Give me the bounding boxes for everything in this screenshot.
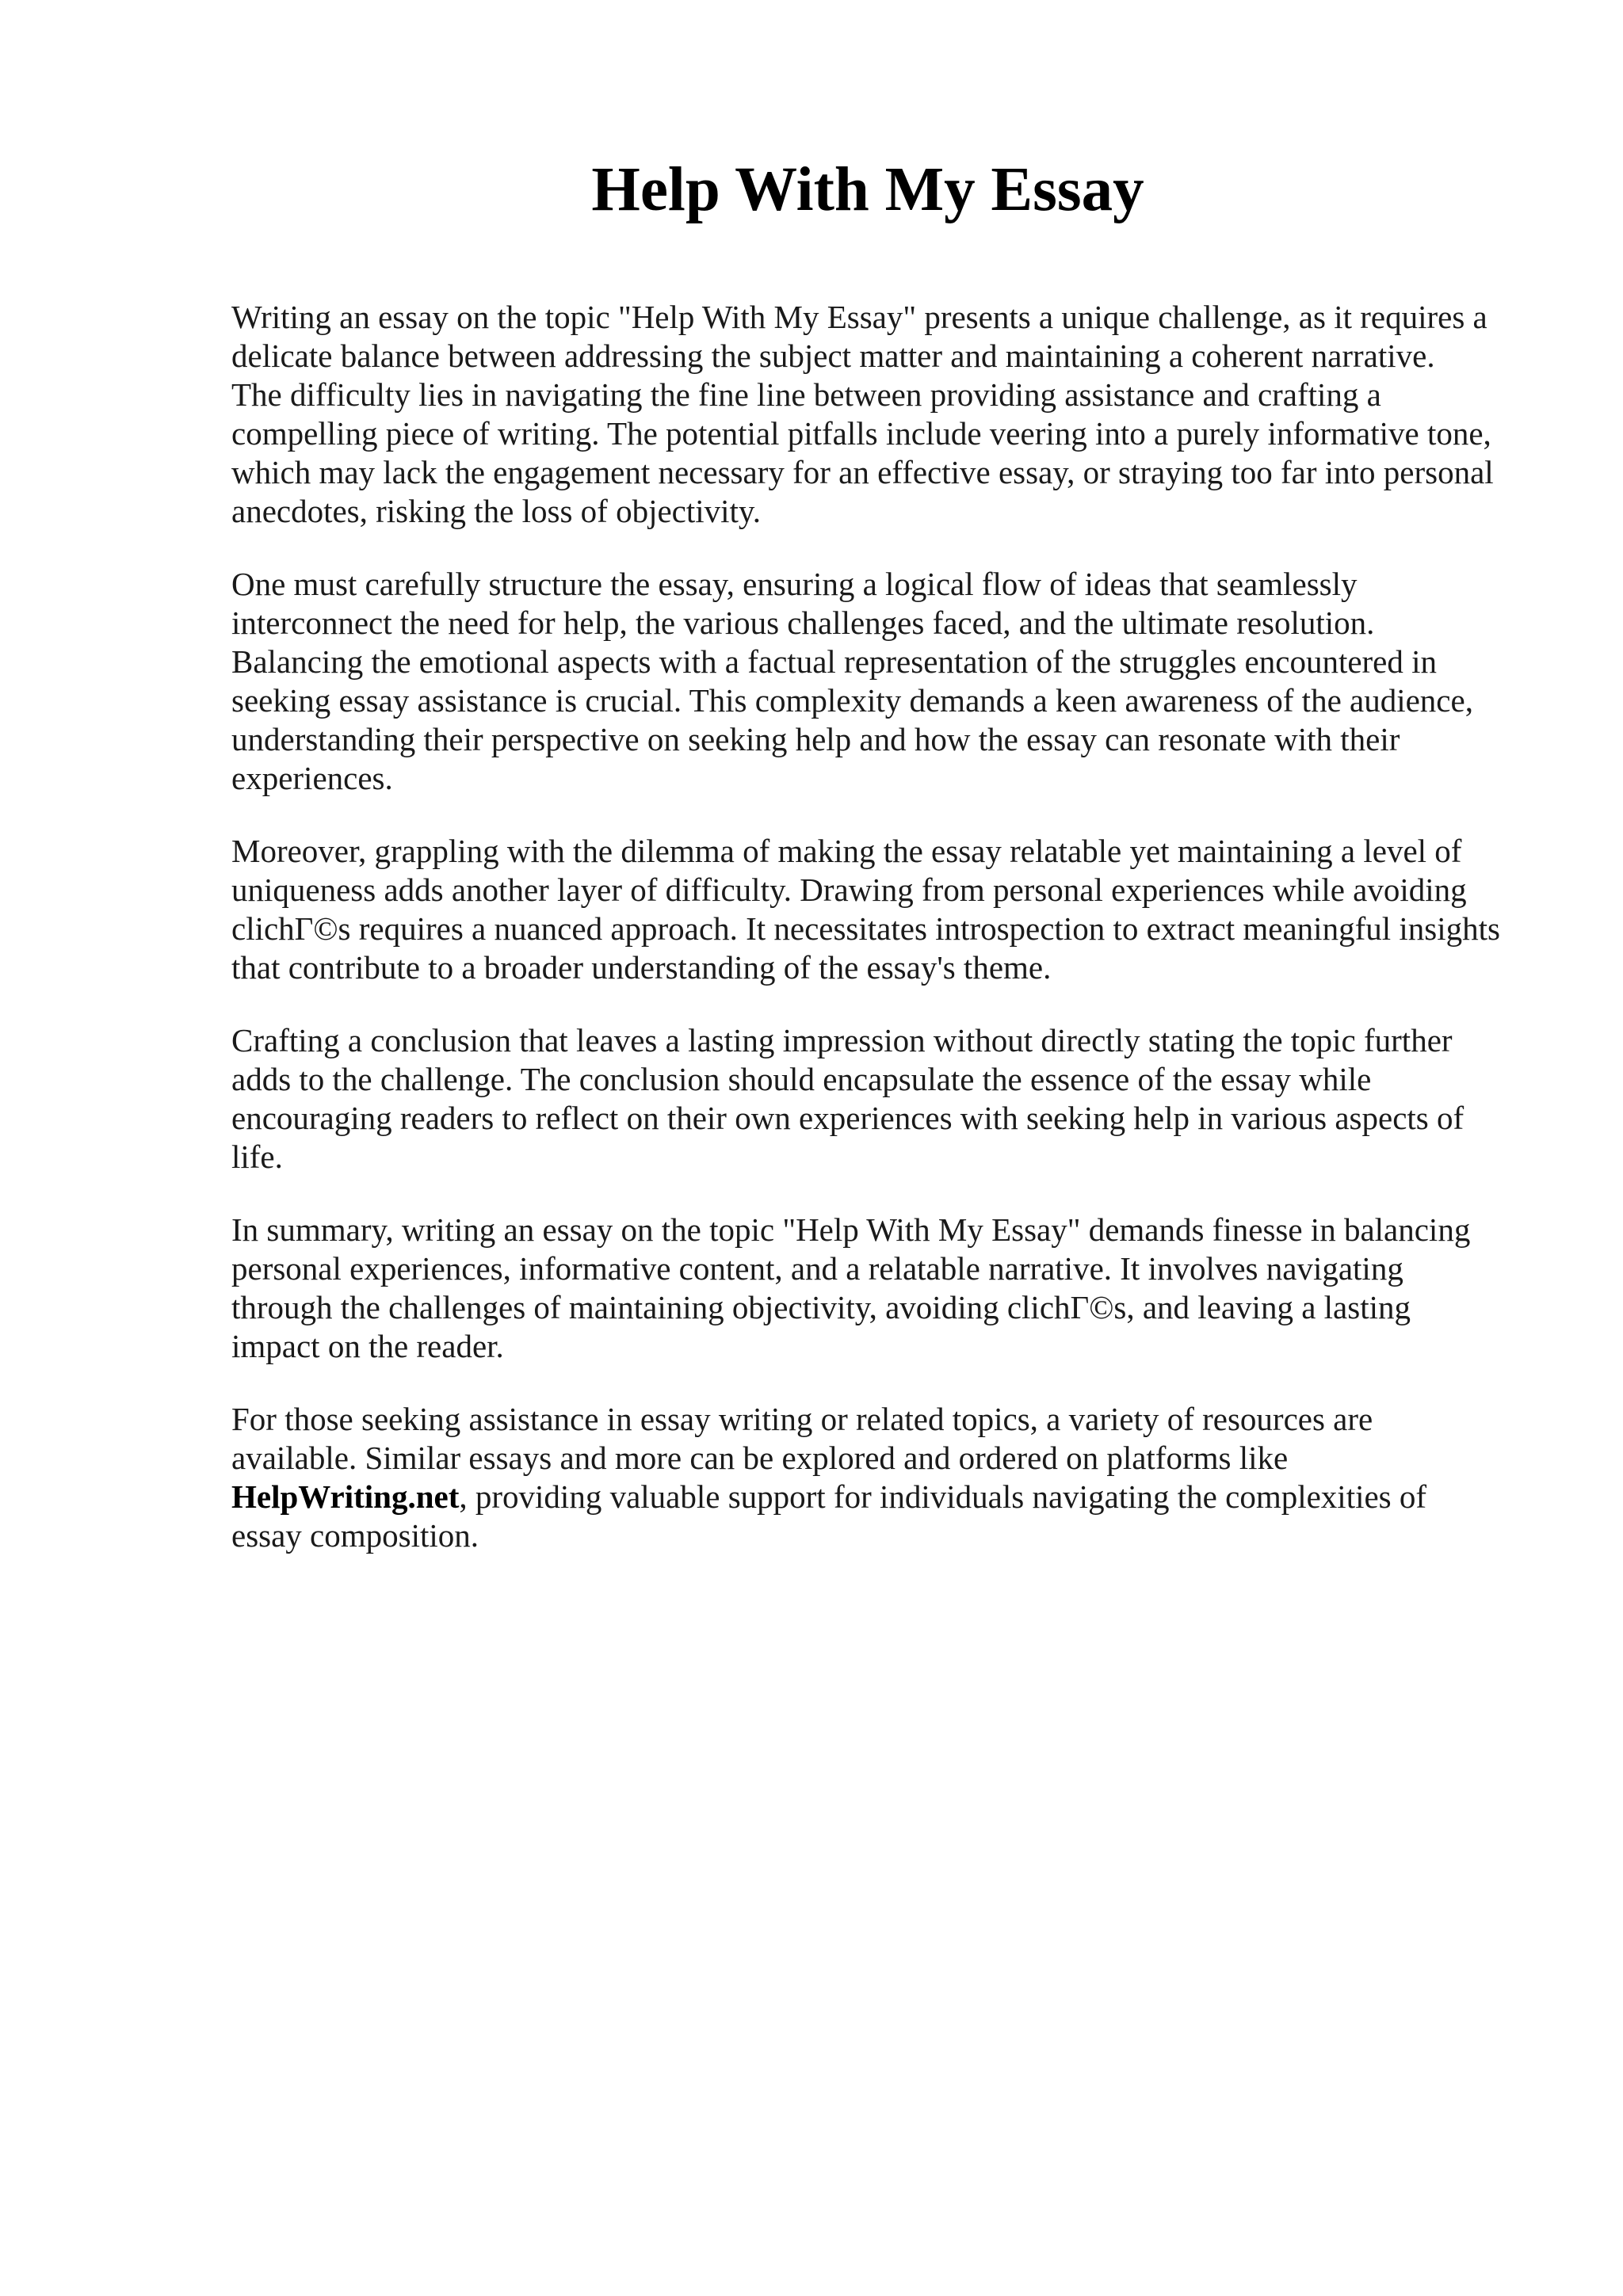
text-line: compelling piece of writing. The potential pitfalls include veering into a purely informative tone, <box>231 415 1491 452</box>
text-line: anecdotes, risking the loss of objectivity. <box>231 493 762 529</box>
paragraph-4 <box>231 1021 1531 1177</box>
text-line: One must carefully structure the essay, ensuring a logical flow of ideas that seamlessly <box>231 566 1358 602</box>
text-line: personal experiences, informative content, and a relatable narrative. It involves navigating <box>231 1250 1403 1287</box>
text-line: seeking essay assistance is crucial. This complexity demands a keen awareness of the audience, <box>231 682 1473 719</box>
text-line: delicate balance between addressing the subject matter and maintaining a coherent narrative. <box>231 338 1435 374</box>
text-line: Writing an essay on the topic "Help With My Essay" presents a unique challenge, as it requires a <box>231 299 1487 335</box>
paragraph-5 <box>231 1211 1531 1366</box>
text-line: , providing valuable support for individuals navigating the complexities of <box>459 1478 1427 1515</box>
text-line: Moreover, grappling with the dilemma of making the essay relatable yet maintaining a level of <box>231 833 1462 869</box>
text-line: For those seeking assistance in essay writing or related topics, a variety of resources are <box>231 1401 1373 1437</box>
text-line: impact on the reader. <box>231 1328 504 1364</box>
paragraph-6 <box>231 1400 1531 1555</box>
text-line: In summary, writing an essay on the topic "Help With My Essay" demands finesse in balancing <box>231 1211 1471 1248</box>
text-line: Crafting a conclusion that leaves a lasting impression without directly stating the topic further <box>231 1022 1453 1058</box>
brand-name: HelpWriting.net <box>231 1478 460 1515</box>
text-line: encouraging readers to reflect on their own experiences with seeking help in various aspects of <box>231 1100 1465 1136</box>
text-line: that contribute to a broader understanding of the essay's theme. <box>231 949 1052 986</box>
document-title: Help With My Essay <box>591 155 1144 224</box>
text-line: interconnect the need for help, the various challenges faced, and the ultimate resolution. <box>231 605 1375 641</box>
text-line: which may lack the engagement necessary for an effective essay, or straying too far into personal <box>231 454 1494 490</box>
text-line: adds to the challenge. The conclusion should encapsulate the essence of the essay while <box>231 1061 1372 1097</box>
text-line: understanding their perspective on seeking help and how the essay can resonate with their <box>231 721 1400 757</box>
text-line: clichΓ©s requires a nuanced approach. It necessitates introspection to extract meaningful insights <box>231 910 1500 947</box>
text-line: essay composition. <box>231 1517 479 1554</box>
text-line: life. <box>231 1138 283 1175</box>
text-line: The difficulty lies in navigating the fine line between providing assistance and crafting a <box>231 376 1381 413</box>
text-line: experiences. <box>231 760 393 796</box>
paragraph-3 <box>231 832 1531 987</box>
text-line: available. Similar essays and more can be explored and ordered on platforms like <box>231 1440 1289 1476</box>
document-body <box>231 298 1531 1589</box>
paragraph-1 <box>231 298 1531 531</box>
text-line: uniqueness adds another layer of difficulty. Drawing from personal experiences while avoiding <box>231 871 1467 908</box>
text-line: Balancing the emotional aspects with a factual representation of the struggles encountered in <box>231 643 1438 680</box>
text-line: through the challenges of maintaining objectivity, avoiding clichΓ©s, and leaving a lasting <box>231 1289 1411 1325</box>
paragraph-2 <box>231 565 1531 798</box>
